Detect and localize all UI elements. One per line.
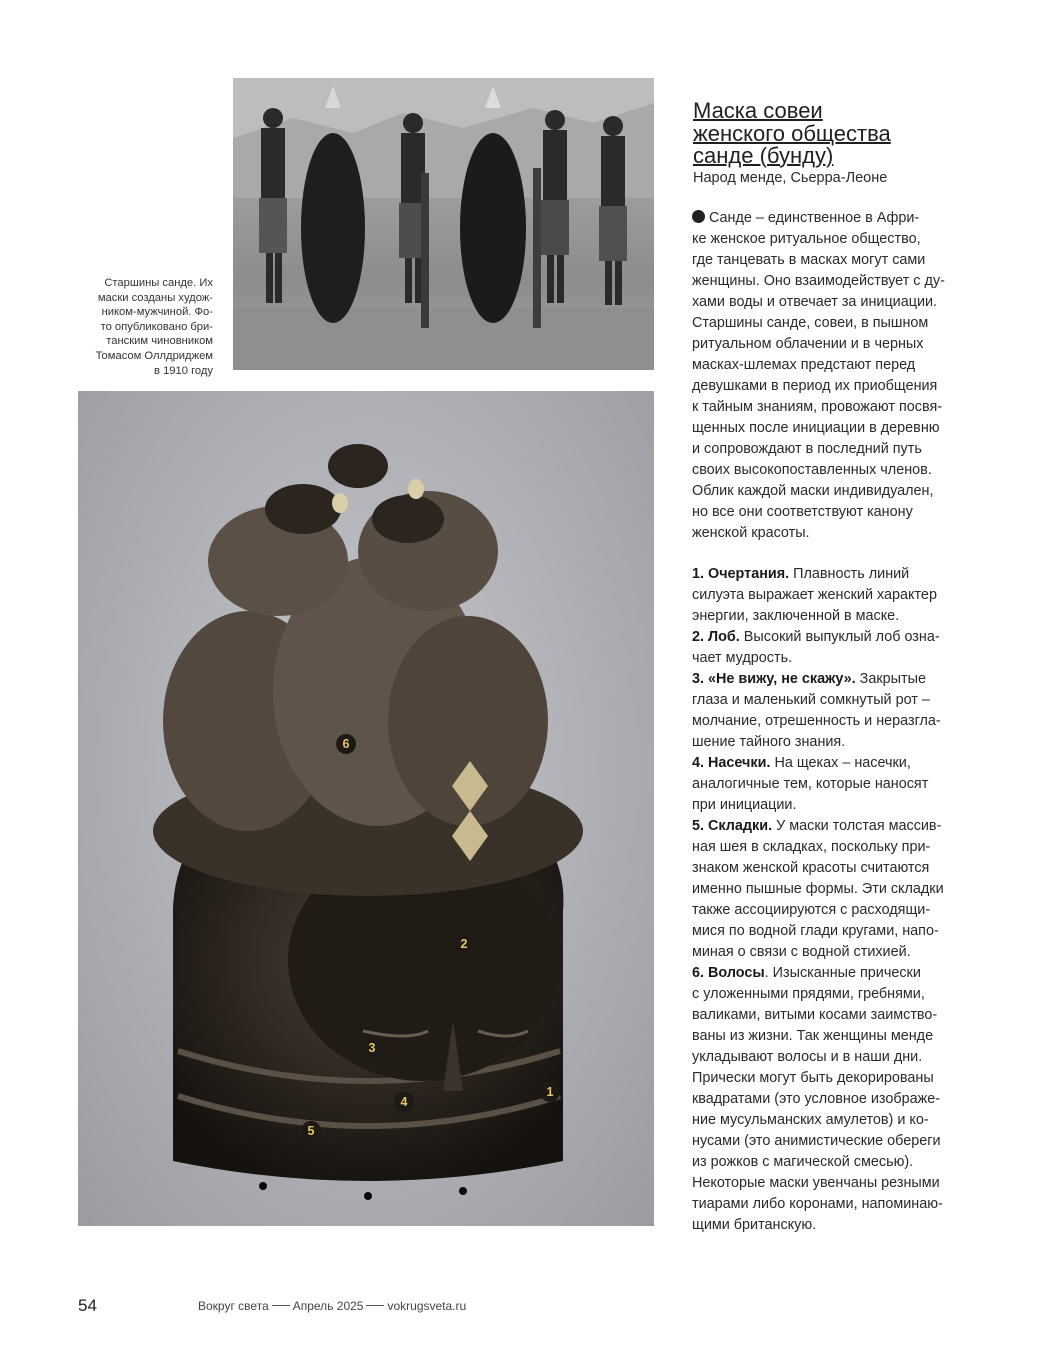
intro-line-text: Санде – единственное в Афри- — [709, 210, 920, 226]
feature-text: На щеках – насечки, — [770, 755, 911, 771]
feature-text: ная шея в складках, поскольку при- — [692, 839, 931, 855]
feature-text: У маски толстая массив- — [772, 818, 942, 834]
feature-text: . Изысканные прически — [764, 965, 921, 981]
intro-line: хами воды и отвечает за инициации. — [692, 294, 938, 310]
feature-heading: 2. Лоб. — [692, 629, 740, 645]
feature-line — [692, 1131, 992, 1152]
feature-line — [692, 942, 992, 963]
mask-feature-list — [692, 564, 992, 1236]
intro-line: ке женское ритуальное общество, — [692, 231, 921, 247]
title-line: Маска совеи — [693, 98, 823, 123]
feature-text: из рожков с магической смесью). — [692, 1154, 914, 1170]
feature-text: знаком женской красоты считаются — [692, 860, 930, 876]
feature-line — [692, 1173, 992, 1194]
feature-text: глаза и маленький сомкнутый рот – — [692, 692, 930, 708]
dash-divider — [272, 1305, 290, 1306]
caption-line: Старшины санде. Их — [104, 277, 213, 289]
feature-text: Высокий выпуклый лоб озна- — [739, 629, 940, 645]
mask-marker-6: 6 — [336, 734, 356, 754]
intro-line: масках-шлемах предстают перед — [692, 357, 916, 373]
mask-marker-5: 5 — [301, 1121, 321, 1141]
feature-heading: 1. Очертания. — [692, 566, 790, 582]
page-number: 54 — [78, 1296, 97, 1315]
feature-line — [692, 606, 992, 627]
feature-line — [692, 837, 992, 858]
mask-marker-2: 2 — [454, 934, 474, 954]
feature-heading: 3. «Не вижу, не скажу». — [692, 671, 856, 687]
feature-text: чает мудрость. — [692, 650, 793, 666]
feature-line — [692, 753, 992, 774]
feature-text: силуэта выражает женский характер — [692, 587, 937, 603]
feature-text: энергии, заключенной в маске. — [692, 608, 900, 624]
feature-text: Некоторые маски увенчаны резными — [692, 1175, 940, 1191]
feature-line — [692, 585, 992, 606]
caption-line: Томасом Оллдриджем — [95, 349, 213, 362]
intro-line: Старшины санде, совеи, в пышном — [692, 315, 929, 331]
feature-line — [692, 732, 992, 753]
feature-line — [692, 900, 992, 921]
feature-line — [692, 1089, 992, 1110]
title-line: санде (бунду) — [693, 143, 834, 168]
dash-divider — [366, 1305, 384, 1306]
mask-marker-3: 3 — [362, 1038, 382, 1058]
article-subtitle: Народ менде, Сьерра-Леоне — [693, 170, 888, 186]
feature-text: аналогичные тем, которые наносят — [692, 776, 929, 792]
sowei-mask-photo — [78, 391, 654, 1226]
feature-line — [692, 627, 992, 648]
feature-line — [692, 1068, 992, 1089]
feature-line — [692, 816, 992, 837]
feature-text: Прически могут быть декорированы — [692, 1070, 934, 1086]
footer-issue: Апрель 2025 — [292, 1299, 364, 1313]
feature-text: при инициации. — [692, 797, 797, 813]
feature-line — [692, 1047, 992, 1068]
feature-text: щими британскую. — [692, 1217, 817, 1233]
feature-line — [692, 1215, 992, 1236]
caption-line: маски созданы худож- — [97, 291, 213, 304]
article-title — [693, 100, 993, 168]
feature-text: именно пышные формы. Эти складки — [692, 881, 944, 897]
feature-line — [692, 1152, 992, 1173]
feature-text: мися по водной глади кругами, напо- — [692, 923, 939, 939]
feature-text: также ассоциируются с расходящи- — [692, 902, 931, 918]
feature-line — [692, 648, 992, 669]
feature-heading: 6. Волосы — [692, 965, 765, 981]
feature-text: миная о связи с водной стихией. — [692, 944, 911, 960]
feature-line — [692, 984, 992, 1005]
feature-line — [692, 669, 992, 690]
sowei-mask-illustration — [78, 391, 654, 1226]
feature-line — [692, 795, 992, 816]
caption-line: в 1910 году — [154, 364, 213, 377]
footer-site: vokrugsveta.ru — [387, 1299, 467, 1313]
intro-line: ритуальном облачении и в черных — [692, 336, 924, 352]
archive-photo-caption — [60, 276, 213, 378]
feature-line — [692, 858, 992, 879]
mask-marker-4: 4 — [394, 1092, 414, 1112]
intro-line: где танцевать в масках могут сами — [692, 252, 926, 268]
intro-line: к тайным знаниям, провожают посвя- — [692, 399, 943, 415]
feature-text: Закрытые — [855, 671, 926, 687]
feature-text: укладывают волосы и в наши дни. — [692, 1049, 923, 1065]
feature-line — [692, 879, 992, 900]
intro-line: но все они соответствуют канону — [692, 504, 913, 520]
feature-text: нусами (это анимистические обереги — [692, 1133, 941, 1149]
archive-photo-sande-elders — [233, 78, 654, 370]
feature-line — [692, 711, 992, 732]
feature-line — [692, 1110, 992, 1131]
intro-line: и сопровождают в последний путь — [692, 441, 922, 457]
feature-line — [692, 921, 992, 942]
feature-line — [692, 1026, 992, 1047]
feature-text: ваны из жизни. Так женщины менде — [692, 1028, 934, 1044]
feature-text: квадратами (это условное изображе- — [692, 1091, 941, 1107]
intro-line: щенных после инициации в деревню — [692, 420, 940, 436]
caption-line: то опубликовано бри- — [100, 320, 213, 333]
feature-line — [692, 963, 992, 984]
archive-photo-illustration — [233, 78, 654, 370]
intro-line — [692, 208, 992, 229]
article-intro — [692, 208, 992, 544]
feature-line — [692, 774, 992, 795]
feature-text: тиарами либо коронами, напоминаю- — [692, 1196, 943, 1212]
feature-text: валиками, витыми косами заимство- — [692, 1007, 938, 1023]
feature-text: Плавность линий — [789, 566, 910, 582]
footer-magazine: Вокруг света — [198, 1299, 269, 1313]
intro-line: своих высокопоставленных членов. — [692, 462, 932, 478]
title-line: женского общества — [693, 120, 891, 146]
caption-line: танским чиновником — [106, 335, 213, 348]
feature-text: с уложенными прядями, гребнями, — [692, 986, 925, 1002]
caption-line: ником-мужчиной. Фо- — [101, 306, 213, 319]
feature-heading: 5. Складки. — [692, 818, 773, 834]
intro-line: женской красоты. — [692, 525, 810, 541]
mask-marker-1: 1 — [540, 1082, 560, 1102]
feature-line — [692, 690, 992, 711]
intro-line: Облик каждой маски индивидуален, — [692, 483, 934, 499]
feature-line — [692, 1005, 992, 1026]
bullet-icon — [692, 210, 705, 223]
intro-line: женщины. Оно взаимодействует с ду- — [692, 273, 945, 289]
footer-publication-info — [198, 1299, 466, 1313]
feature-text: шение тайного знания. — [692, 734, 846, 750]
intro-line: девушками в период их приобщения — [692, 378, 938, 394]
feature-line — [692, 564, 992, 585]
feature-heading: 4. Насечки. — [692, 755, 771, 771]
feature-text: молчание, отрешенность и неразгла- — [692, 713, 941, 729]
feature-line — [692, 1194, 992, 1215]
feature-text: ние мусульманских амулетов) и ко- — [692, 1112, 929, 1128]
